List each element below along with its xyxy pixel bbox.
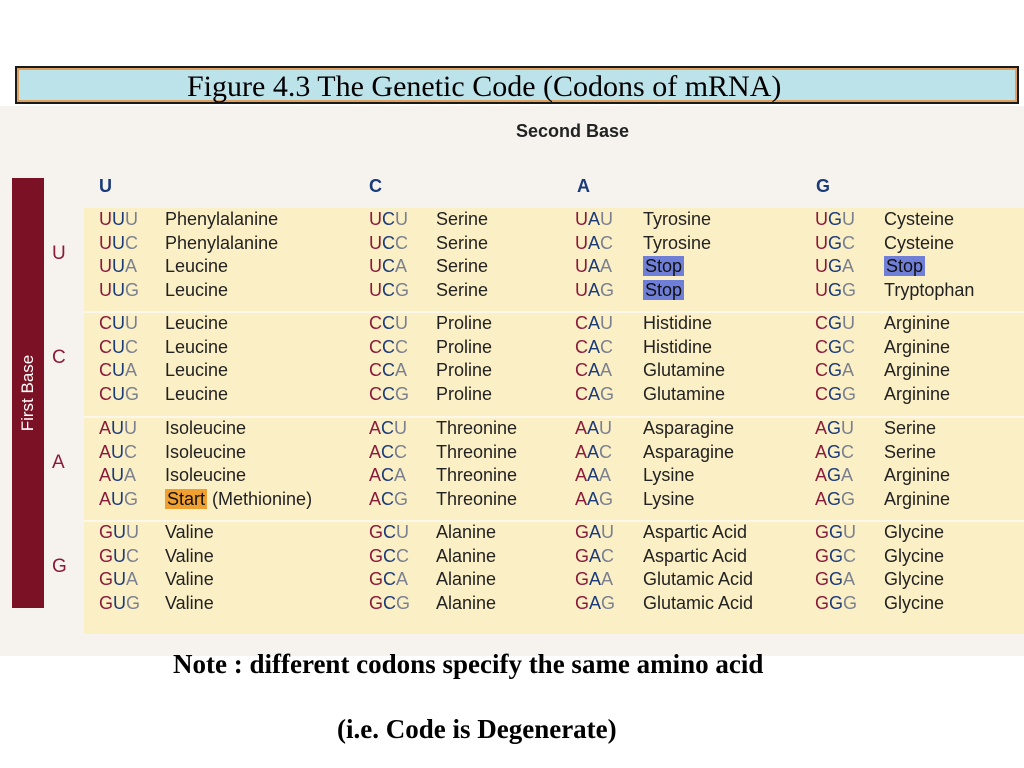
amino-acid-gug: Valine bbox=[165, 592, 214, 613]
column-header-g: G bbox=[816, 176, 831, 196]
amino-acid-gag: Glutamic Acid bbox=[643, 592, 754, 613]
codon-acu: ACU bbox=[369, 418, 408, 438]
codon-ucg: UCG bbox=[369, 279, 410, 300]
stop-highlight: Stop bbox=[645, 256, 683, 276]
amino-acid-gau: Aspartic Acid bbox=[643, 522, 748, 542]
column-header-u: U bbox=[99, 176, 112, 196]
codon-aug: AUG bbox=[99, 488, 139, 509]
codon-gac: GAC bbox=[575, 545, 615, 566]
codon-ugc: UGC bbox=[815, 232, 856, 253]
row-header-u: U bbox=[52, 243, 66, 264]
amino-acid-aag: Lysine bbox=[643, 488, 695, 509]
codon-cau: CAU bbox=[575, 313, 614, 333]
amino-acid-cag: Glutamine bbox=[643, 383, 726, 404]
codon-ggc: GGC bbox=[815, 545, 857, 566]
amino-acid-cau: Histidine bbox=[643, 313, 713, 333]
amino-acid-cgu: Arginine bbox=[884, 313, 951, 333]
column-header-a: A bbox=[577, 176, 590, 196]
figure-title: Figure 4.3 The Genetic Code (Codons of mRNA) bbox=[187, 70, 782, 103]
codon-auc: AUC bbox=[99, 441, 138, 462]
first-base-label: First Base bbox=[18, 354, 37, 432]
amino-acid-uau: Tyrosine bbox=[643, 209, 712, 229]
amino-acid-cua: Leucine bbox=[165, 360, 229, 380]
codon-cuu: CUU bbox=[99, 313, 138, 333]
codon-guu: GUU bbox=[99, 522, 140, 542]
amino-acid-uuc: Phenylalanine bbox=[165, 232, 279, 253]
amino-acid-gaa: Glutamic Acid bbox=[643, 569, 754, 589]
amino-acid-auc: Isoleucine bbox=[165, 441, 247, 462]
amino-acid-ggc: Glycine bbox=[884, 545, 945, 566]
codon-aua: AUA bbox=[99, 465, 137, 485]
codon-agg: AGG bbox=[815, 488, 856, 509]
amino-acid-aga: Arginine bbox=[884, 465, 951, 485]
codon-gau: GAU bbox=[575, 522, 615, 542]
codon-ccu: CCU bbox=[369, 313, 408, 333]
codon-aau: AAU bbox=[575, 418, 613, 438]
codon-ccc: CCC bbox=[369, 336, 408, 357]
amino-acid-agg: Arginine bbox=[884, 488, 951, 509]
amino-acid-uca: Serine bbox=[436, 256, 489, 276]
codon-cga: CGA bbox=[815, 360, 855, 380]
second-base-label: Second Base bbox=[516, 121, 630, 141]
amino-acid-cca: Proline bbox=[436, 360, 493, 380]
codon-aaa: AAA bbox=[575, 465, 612, 485]
codon-uac: UAC bbox=[575, 232, 614, 253]
amino-acid-uga bbox=[884, 256, 925, 277]
codon-uuc: UUC bbox=[99, 232, 138, 253]
figure-title-box bbox=[15, 66, 1019, 104]
codon-acc: ACC bbox=[369, 441, 408, 462]
amino-acid-uag bbox=[643, 280, 684, 301]
amino-acid-ccg: Proline bbox=[436, 383, 493, 404]
amino-acid-ccu: Proline bbox=[436, 313, 493, 333]
amino-acid-aca: Threonine bbox=[436, 465, 518, 485]
codon-cgu: CGU bbox=[815, 313, 856, 333]
codon-uca: UCA bbox=[369, 256, 408, 276]
codon-ucu: UCU bbox=[369, 209, 408, 229]
amino-acid-ccc: Proline bbox=[436, 336, 493, 357]
codon-cua: CUA bbox=[99, 360, 138, 380]
amino-acid-caa: Glutamine bbox=[643, 360, 726, 380]
codon-gag: GAG bbox=[575, 592, 616, 613]
amino-acid-gca: Alanine bbox=[436, 569, 497, 589]
codon-aga: AGA bbox=[815, 465, 854, 485]
amino-acid-aug: Start (Methionine) bbox=[167, 488, 313, 509]
codon-guc: GUC bbox=[99, 545, 140, 566]
amino-acid-gcg: Alanine bbox=[436, 592, 497, 613]
codon-cug: CUG bbox=[99, 383, 140, 404]
codon-ucc: UCC bbox=[369, 232, 408, 253]
codon-caa: CAA bbox=[575, 360, 613, 380]
amino-acid-aac: Asparagine bbox=[643, 441, 735, 462]
codon-auu: AUU bbox=[99, 418, 138, 438]
amino-acid-uac: Tyrosine bbox=[643, 232, 712, 253]
codon-gaa: GAA bbox=[575, 569, 614, 589]
amino-acid-uaa bbox=[643, 256, 684, 277]
codon-ggg: GGG bbox=[815, 592, 858, 613]
codon-gcg: GCG bbox=[369, 592, 411, 613]
note-line-1: Note : different codons specify the same amino acid bbox=[173, 649, 764, 679]
codon-gcu: GCU bbox=[369, 522, 410, 542]
codon-uua: UUA bbox=[99, 256, 138, 276]
amino-acid-uua: Leucine bbox=[165, 256, 229, 276]
amino-acid-cuc: Leucine bbox=[165, 336, 229, 357]
amino-acid-guc: Valine bbox=[165, 545, 214, 566]
amino-acid-cuu: Leucine bbox=[165, 313, 229, 333]
amino-acid-ggu: Glycine bbox=[884, 522, 945, 542]
column-header-c: C bbox=[369, 176, 382, 196]
codon-acg: ACG bbox=[369, 488, 409, 509]
amino-acid-cgc: Arginine bbox=[884, 336, 951, 357]
amino-acid-aaa: Lysine bbox=[643, 465, 695, 485]
codon-gug: GUG bbox=[99, 592, 141, 613]
codon-cac: CAC bbox=[575, 336, 614, 357]
amino-acid-ucu: Serine bbox=[436, 209, 489, 229]
row-header-c: C bbox=[52, 347, 66, 368]
codon-uag: UAG bbox=[575, 279, 615, 300]
codon-uug: UUG bbox=[99, 279, 140, 300]
amino-acid-gac: Aspartic Acid bbox=[643, 545, 748, 566]
codon-gca: GCA bbox=[369, 569, 409, 589]
codon-ugu: UGU bbox=[815, 209, 856, 229]
codon-gua: GUA bbox=[99, 569, 139, 589]
amino-acid-gcu: Alanine bbox=[436, 522, 497, 542]
stop-highlight: Stop bbox=[886, 256, 924, 276]
codon-agu: AGU bbox=[815, 418, 855, 438]
amino-acid-ucc: Serine bbox=[436, 232, 489, 253]
amino-acid-gcc: Alanine bbox=[436, 545, 497, 566]
row-header-a: A bbox=[52, 452, 65, 473]
note-line-2: (i.e. Code is Degenerate) bbox=[337, 714, 617, 744]
amino-acid-acg: Threonine bbox=[436, 488, 518, 509]
codon-agc: AGC bbox=[815, 441, 855, 462]
amino-acid-gua: Valine bbox=[165, 569, 214, 589]
codon-uga: UGA bbox=[815, 256, 855, 276]
amino-acid-agu: Serine bbox=[884, 418, 937, 438]
amino-acid-ggg: Glycine bbox=[884, 592, 945, 613]
amino-acid-ugu: Cysteine bbox=[884, 209, 955, 229]
codon-uaa: UAA bbox=[575, 256, 613, 276]
amino-acid-uug: Leucine bbox=[165, 279, 229, 300]
codon-ggu: GGU bbox=[815, 522, 857, 542]
amino-acid-agc: Serine bbox=[884, 441, 937, 462]
amino-acid-cug: Leucine bbox=[165, 383, 229, 404]
amino-acid-guu: Valine bbox=[165, 522, 214, 542]
amino-acid-ugc: Cysteine bbox=[884, 232, 955, 253]
codon-cag: CAG bbox=[575, 383, 615, 404]
codon-cca: CCA bbox=[369, 360, 408, 380]
codon-aac: AAC bbox=[575, 441, 613, 462]
codon-cgc: CGC bbox=[815, 336, 856, 357]
amino-acid-cga: Arginine bbox=[884, 360, 951, 380]
amino-acid-cac: Histidine bbox=[643, 336, 713, 357]
codon-cuc: CUC bbox=[99, 336, 138, 357]
amino-acid-ugg: Tryptophan bbox=[884, 279, 975, 300]
codon-uuu: UUU bbox=[99, 209, 138, 229]
amino-acid-auu: Isoleucine bbox=[165, 418, 247, 438]
codon-aca: ACA bbox=[369, 465, 407, 485]
amino-acid-ucg: Serine bbox=[436, 279, 489, 300]
amino-acid-acc: Threonine bbox=[436, 441, 518, 462]
amino-acid-acu: Threonine bbox=[436, 418, 518, 438]
row-header-g: G bbox=[52, 556, 67, 577]
codon-gcc: GCC bbox=[369, 545, 410, 566]
amino-acid-aau: Asparagine bbox=[643, 418, 735, 438]
codon-ugg: UGG bbox=[815, 279, 857, 300]
codon-gga: GGA bbox=[815, 569, 856, 589]
amino-acid-aua: Isoleucine bbox=[165, 465, 247, 485]
codon-cgg: CGG bbox=[815, 383, 857, 404]
amino-acid-cgg: Arginine bbox=[884, 383, 951, 404]
start-highlight: Start bbox=[167, 488, 206, 509]
group-separator bbox=[84, 520, 1024, 522]
codon-ccg: CCG bbox=[369, 383, 410, 404]
codon-aag: AAG bbox=[575, 488, 614, 509]
stop-highlight: Stop bbox=[645, 279, 683, 300]
amino-acid-uuu: Phenylalanine bbox=[165, 209, 279, 229]
codon-uau: UAU bbox=[575, 209, 614, 229]
amino-acid-gga: Glycine bbox=[884, 569, 945, 589]
